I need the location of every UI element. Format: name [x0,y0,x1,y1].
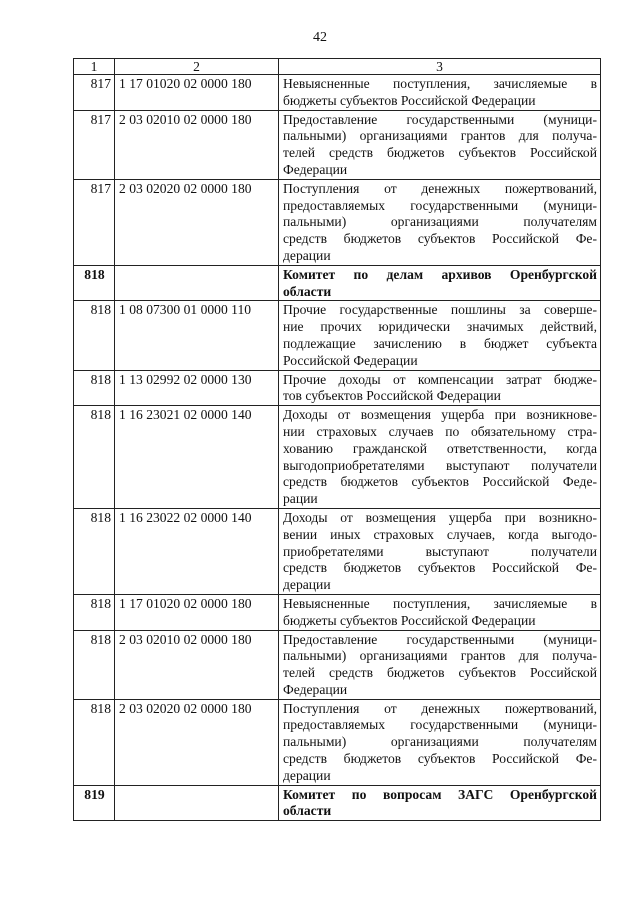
table-row [74,699,601,785]
description-line: средств бюджетов субъектов Российской Фе- [283,231,597,247]
description-line: средств бюджетов субъектов Российской Феде- [283,474,597,490]
description-line: Прочие государственные пошлины за соверше- [283,302,597,318]
table-row [74,630,601,699]
admin-code-cell: 818 [74,370,115,406]
description-line: дерации [283,767,331,783]
budget-classification-code-cell: 1 17 01020 02 0000 180 [115,594,279,630]
description-line: вении иных страховых случаев, когда выгодо- [283,526,597,542]
description-line: Комитет по делам архивов Оренбургской [283,266,597,282]
description-line: выгодоприобретателями выступают получатели [283,457,597,473]
budget-classification-code-cell: 1 16 23021 02 0000 140 [115,406,279,509]
description-line: хованию гражданской ответственности, когда [283,440,597,456]
revenue-description-cell [279,630,601,699]
admin-code-cell: 818 [74,594,115,630]
budget-classification-code-cell: 2 03 02020 02 0000 180 [115,699,279,785]
description-line: средств бюджетов субъектов Российской Фе- [283,751,597,767]
budget-classification-code-cell: 1 17 01020 02 0000 180 [115,75,279,111]
revenue-description-cell [279,370,601,406]
column-header-3: 3 [279,59,601,75]
revenue-description-cell [279,594,601,630]
admin-code-cell: 817 [74,110,115,179]
description-line: Невыясненные поступления, зачисляемые в [283,595,597,611]
description-line: дерации [283,577,331,593]
description-line: Комитет по вопросам ЗАГС Оренбургской [283,786,597,802]
revenue-description-cell [279,75,601,111]
budget-code-table [73,58,601,821]
revenue-description-cell [279,179,601,265]
description-line: Доходы от возмещения ущерба при возникно- [283,509,597,525]
revenue-description-cell [279,785,601,821]
table-row [74,75,601,111]
description-line: Поступления от денежных пожертвований, [283,700,597,716]
description-line: предоставляемых государственными (муници- [283,197,597,213]
budget-classification-code-cell: 1 16 23022 02 0000 140 [115,508,279,594]
budget-classification-code-cell: 1 13 02992 02 0000 130 [115,370,279,406]
revenue-description-cell [279,699,601,785]
admin-code-cell: 817 [74,179,115,265]
description-line: предоставляемых государственными (муници- [283,717,597,733]
admin-code-cell: 818 [74,630,115,699]
budget-classification-code-cell [115,785,279,821]
description-line: Невыясненные поступления, зачисляемые в [283,76,597,91]
description-line: пальными) организациями получателям [283,734,597,750]
description-line: Российской Федерации [283,352,418,368]
table-section-heading-row [74,785,601,821]
description-line: Прочие доходы от компенсации затрат бюдже- [283,371,597,387]
description-line: приобретателями выступают получатели [283,543,597,559]
description-line: средств бюджетов субъектов Российской Фе- [283,560,597,576]
revenue-description-cell [279,406,601,509]
table-row [74,110,601,179]
description-line: телей средств бюджетов субъектов Российской [283,665,597,681]
description-line: бюджеты субъектов Российской Федерации [283,92,536,108]
table-row [74,301,601,370]
budget-classification-code-cell [115,265,279,301]
admin-code-cell: 818 [74,406,115,509]
description-line: Федерации [283,681,348,697]
description-line: Доходы от возмещения ущерба при возникнове- [283,407,597,423]
admin-code-cell: 818 [74,699,115,785]
revenue-description-cell [279,508,601,594]
table-row [74,370,601,406]
description-line: области [283,803,332,819]
admin-code-cell: 817 [74,75,115,111]
admin-code-cell: 819 [74,785,115,821]
description-line: области [283,283,332,299]
admin-code-cell: 818 [74,265,115,301]
description-line: рации [283,491,318,507]
table-row [74,594,601,630]
table-row [74,179,601,265]
description-line: пальными) организациями грантов для получа- [283,128,597,144]
revenue-description-cell [279,301,601,370]
description-line: подлежащие зачислению в бюджет субъекта [283,335,597,351]
budget-classification-code-cell: 1 08 07300 01 0000 110 [115,301,279,370]
description-line: пальными) организациями получателям [283,214,597,230]
description-line: Предоставление государственными (муници- [283,631,597,647]
description-line: пальными) организациями грантов для получа- [283,648,597,664]
description-line: Предоставление государственными (муници- [283,111,597,127]
budget-classification-code-cell: 2 03 02010 02 0000 180 [115,630,279,699]
table-body [74,75,601,821]
description-line: дерации [283,247,331,263]
table-row [74,406,601,509]
revenue-description-cell [279,110,601,179]
budget-classification-code-cell: 2 03 02020 02 0000 180 [115,179,279,265]
admin-code-cell: 818 [74,301,115,370]
description-line: Поступления от денежных пожертвований, [283,180,597,196]
admin-code-cell: 818 [74,508,115,594]
description-line: ние прочих юридически значимых действий, [283,319,597,335]
revenue-description-cell [279,265,601,301]
table-row [74,508,601,594]
table-header-row [74,59,601,75]
column-header-1: 1 [74,59,115,75]
table-section-heading-row [74,265,601,301]
description-line: Федерации [283,161,348,177]
description-line: телей средств бюджетов субъектов Российской [283,145,597,161]
description-line: нии страховых случаев по обязательному стра- [283,423,597,439]
budget-classification-code-cell: 2 03 02010 02 0000 180 [115,110,279,179]
page-number: 42 [313,30,327,45]
description-line: бюджеты субъектов Российской Федерации [283,612,536,628]
column-header-2: 2 [115,59,279,75]
description-line: тов субъектов Российской Федерации [283,388,501,404]
